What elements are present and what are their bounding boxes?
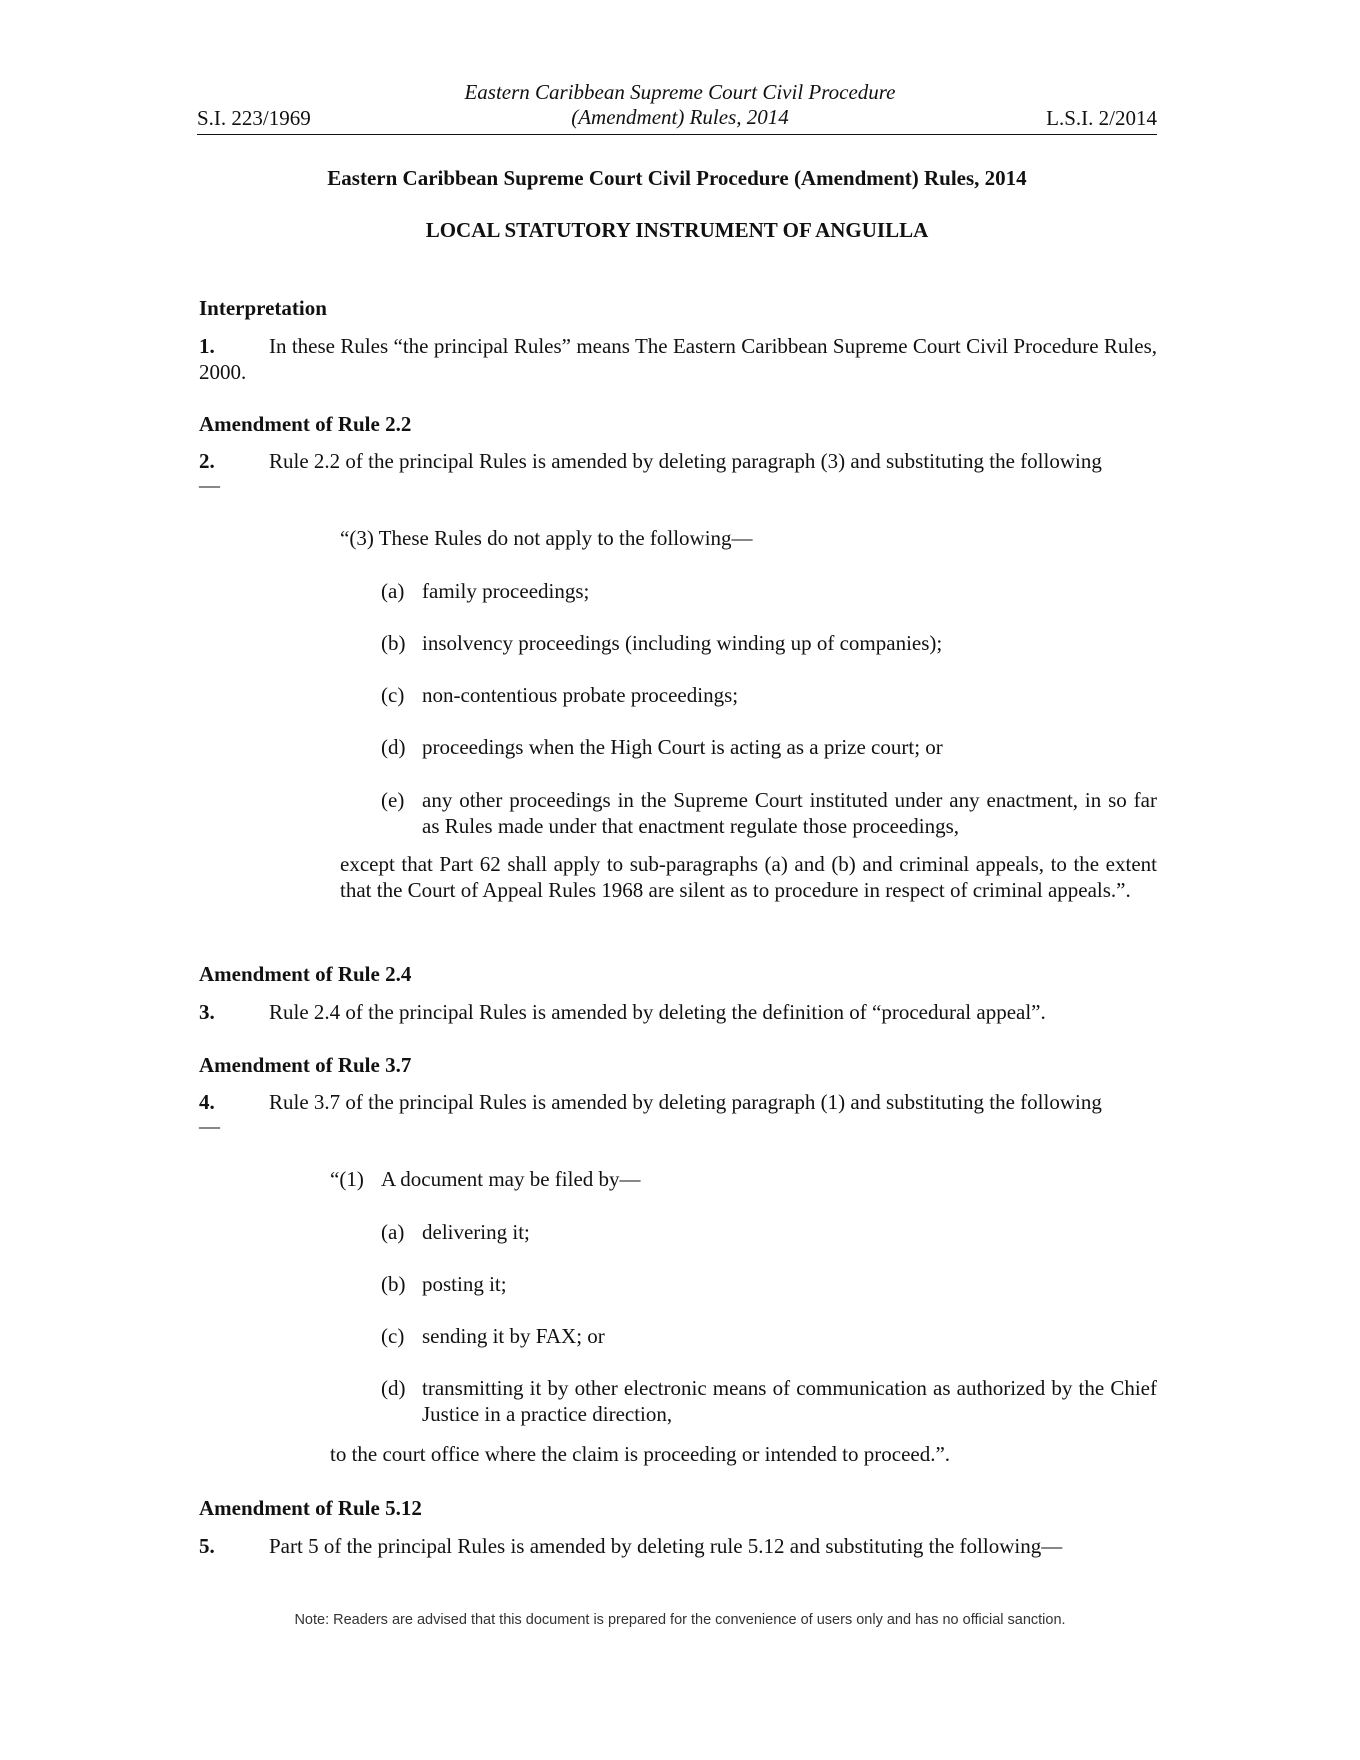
header-right-citation: L.S.I. 2/2014 [1046,106,1157,130]
list-item-label: (e) [381,788,405,812]
list-item-label: (d) [381,1376,406,1400]
section-3-text: Rule 2.4 of the principal Rules is amended by deleting the definition of “procedural appeal”. [269,1000,1046,1024]
footer-disclaimer: Note: Readers are advised that this document is prepared for the convenience of users only and has no official sanction. [294,1612,1066,1628]
list-item-text: non-contentious probate proceedings; [422,683,739,707]
section-2-quote-lead: “(3) These Rules do not apply to the following— [340,526,753,550]
document-subtitle: LOCAL STATUTORY INSTRUMENT OF ANGUILLA [425,218,929,242]
list-item [381,787,1157,839]
section-4-dash: — [199,1114,220,1138]
header-title-line1: Eastern Caribbean Supreme Court Civil Procedure [464,80,896,104]
list-item-label: (d) [381,735,406,759]
section-1-text: In these Rules “the principal Rules” means The Eastern Caribbean Supreme Court Civil Procedure Rules, 2000. [199,334,1157,384]
list-item-text: transmitting it by other electronic means of communication as authorized by the Chief Justice in a practice direction, [422,1376,1157,1426]
section-4-quote-lead-text: A document may be filed by— [381,1167,641,1191]
list-item [381,682,1157,708]
section-3-paragraph [199,999,1157,1025]
header-running-title [390,80,970,130]
list-item [381,1219,1157,1245]
section-4-quote-lead-number: “(1) [330,1167,364,1191]
list-item [381,1271,1157,1297]
section-1-heading: Interpretation [199,296,327,320]
list-item-text: proceedings when the High Court is acting as a prize court; or [422,735,943,759]
list-item [381,734,1157,760]
section-2-dash: — [199,473,220,497]
section-3-heading: Amendment of Rule 2.4 [199,962,412,986]
list-item-text: any other proceedings in the Supreme Court instituted under any enactment, in so far as Rules made under that enactment regulate those proceedings, [422,788,1157,838]
section-3-number: 3. [199,1000,215,1024]
section-4-paragraph [199,1089,1157,1115]
list-item-text: posting it; [422,1272,507,1296]
list-item-label: (c) [381,683,405,707]
section-2-closing: except that Part 62 shall apply to sub-paragraphs (a) and (b) and criminal appeals, to the extent that the Court of Appeal Rules 1968 are silent as to procedure in respect of criminal appeals.”. [340,852,1157,902]
document-title: Eastern Caribbean Supreme Court Civil Procedure (Amendment) Rules, 2014 [327,166,1027,190]
list-item-text: insolvency proceedings (including winding up of companies); [422,631,943,655]
header-left-citation: S.I. 223/1969 [197,106,311,130]
header-divider [197,134,1157,135]
section-4-closing: to the court office where the claim is proceeding or intended to proceed.”. [330,1442,951,1466]
section-5-paragraph [199,1533,1157,1559]
section-4-text: Rule 3.7 of the principal Rules is amended by deleting paragraph (1) and substituting the following [269,1090,1102,1114]
section-5-text: Part 5 of the principal Rules is amended by deleting rule 5.12 and substituting the following— [269,1534,1063,1558]
list-item [381,1323,1157,1349]
list-item-label: (b) [381,1272,406,1296]
list-item-label: (b) [381,631,406,655]
list-item-text: sending it by FAX; or [422,1324,605,1348]
section-2-number: 2. [199,449,215,473]
section-4-heading: Amendment of Rule 3.7 [199,1053,412,1077]
section-1-paragraph [199,333,1157,385]
list-item-text: delivering it; [422,1220,530,1244]
list-item-label: (a) [381,1220,405,1244]
section-5-number: 5. [199,1534,215,1558]
section-2-heading: Amendment of Rule 2.2 [199,412,412,436]
section-2-paragraph [199,448,1157,474]
section-4-number: 4. [199,1090,215,1114]
header-title-line2: (Amendment) Rules, 2014 [571,105,789,129]
list-item-label: (c) [381,1324,405,1348]
list-item-label: (a) [381,579,405,603]
list-item [381,578,1157,604]
section-5-heading: Amendment of Rule 5.12 [199,1496,422,1520]
section-2-text: Rule 2.2 of the principal Rules is amended by deleting paragraph (3) and substituting the following [269,449,1102,473]
section-1-number: 1. [199,334,215,358]
list-item [381,630,1157,656]
list-item [381,1375,1157,1427]
list-item-text: family proceedings; [422,579,590,603]
